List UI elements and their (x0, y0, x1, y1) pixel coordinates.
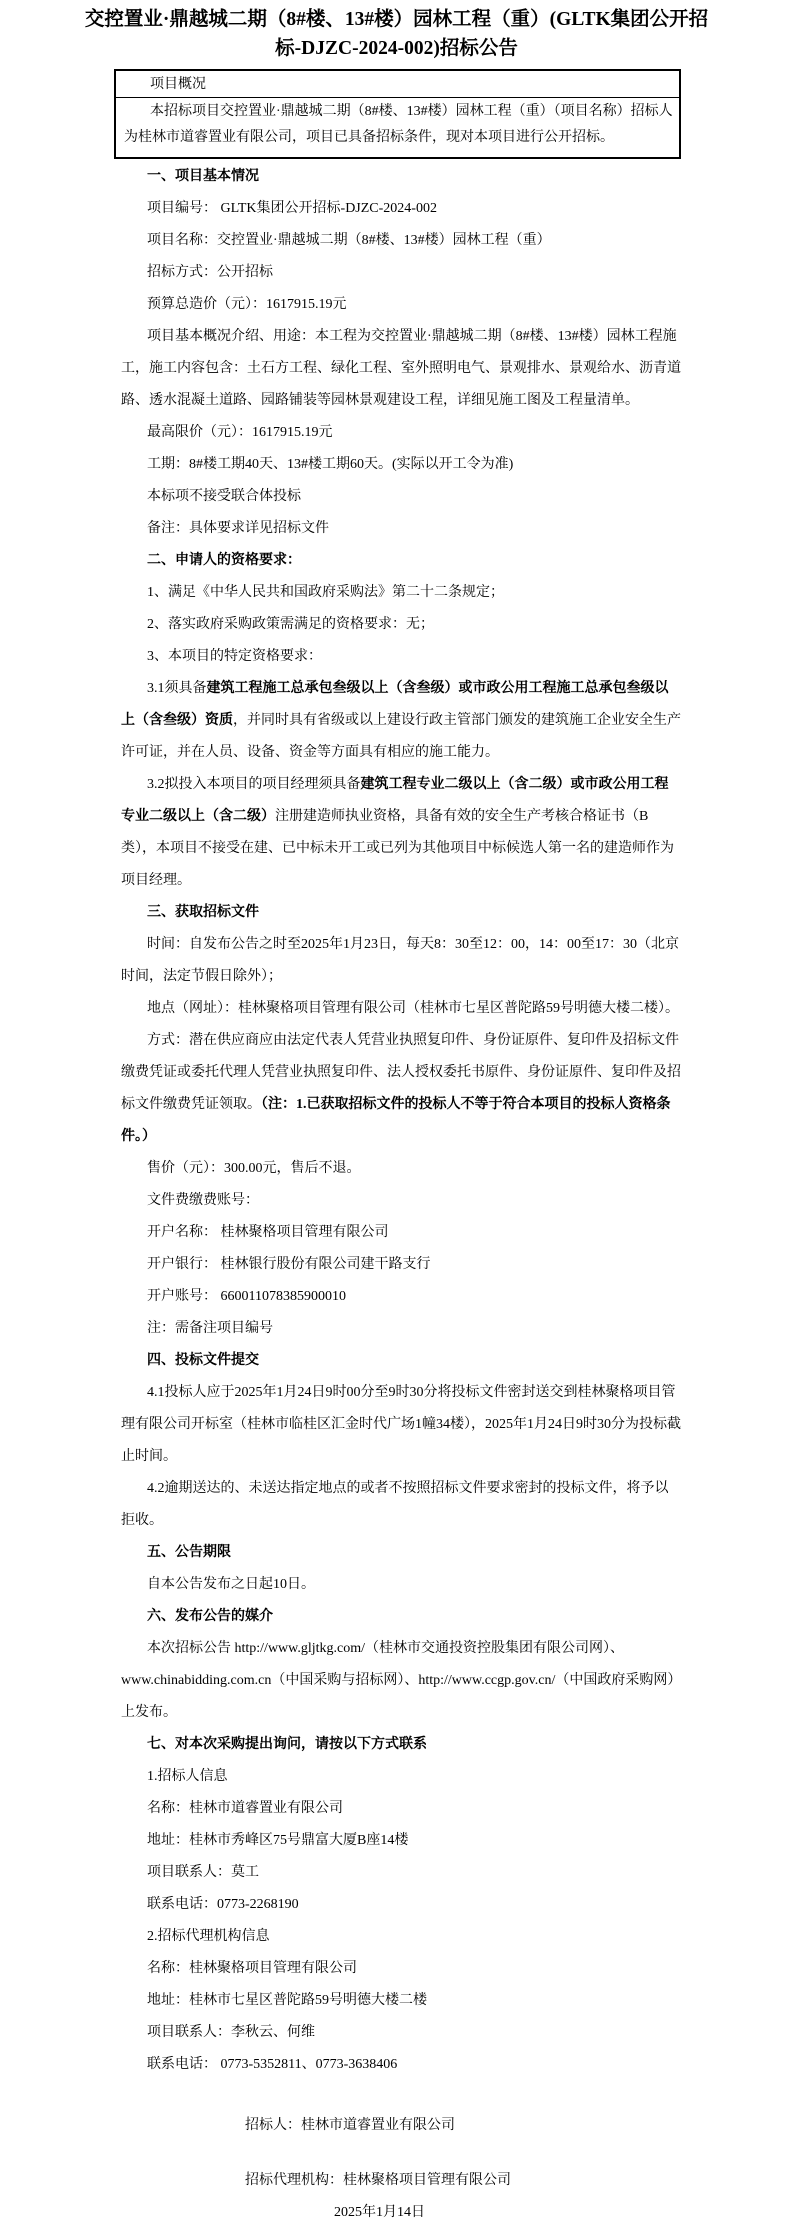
text-run: 预算总造价（元）：1617915.19元 (147, 297, 347, 312)
text-run: 方式：潜在供应商应由法定代表人凭营业执照复印件、身份证原件、复印件及招标文件缴费凭证或委托代理人凭营业执照复印件、法人授权委托书原件、身份证原件、复印件及招标文件缴费凭证领取。 (121, 1033, 681, 1112)
paragraph (121, 929, 681, 993)
section-heading (121, 1729, 681, 1761)
text-run: 3、本项目的特定资格要求： (147, 649, 322, 664)
text-run: 联系电话： 0773-5352811、0773-3638406 (147, 2057, 398, 2072)
paragraph-list (121, 161, 681, 2081)
paragraph (121, 1185, 681, 1217)
text-run: 工期：8#楼工期40天、13#楼工期60天。(实际以开工令为准) (147, 457, 514, 472)
paragraph (121, 1217, 681, 1249)
section-heading (121, 1601, 681, 1633)
section-heading (121, 161, 681, 193)
paragraph (121, 1313, 681, 1345)
project-overview-table (114, 69, 681, 159)
text-run: 4.1投标人应于2025年1月24日9时00分至9时30分将投标文件密封送交到桂林聚格项目管理有限公司开标室（桂林市临桂区汇金时代广场1幢34楼），2025年1月24日9时30分为投标截止时间。 (121, 1385, 681, 1464)
paragraph (121, 1889, 681, 1921)
paragraph (121, 1633, 681, 1729)
paragraph (121, 673, 681, 769)
paragraph (121, 1761, 681, 1793)
paragraph (121, 1249, 681, 1281)
text-run: 开户名称： 桂林聚格项目管理有限公司 (147, 1225, 389, 1240)
paragraph (121, 1857, 681, 1889)
text-run: 注册建造师执业资格，具备有效的安全生产考核合格证书（B类），本项目不接受在建、已中标未开工或已列为其他项目中标候选人第一名的建造师作为项目经理。 (121, 809, 674, 888)
paragraph (121, 1281, 681, 1313)
paragraph (121, 1953, 681, 1985)
paragraph (121, 577, 681, 609)
text-run: 注：需备注项目编号 (147, 1321, 273, 1336)
text-run: 本标项不接受联合体投标 (147, 489, 301, 504)
bold-text-run: （注：1.已获取招标文件的投标人不等于符合本项目的投标人资格条件。） (121, 1097, 671, 1144)
section-heading (121, 897, 681, 929)
section-heading (121, 545, 681, 577)
text-run: 售价（元）：300.00元，售后不退。 (147, 1161, 361, 1176)
text-run: 二、申请人的资格要求： (147, 553, 301, 568)
paragraph (121, 417, 681, 449)
text-run: 自本公告发布之日起10日。 (147, 1577, 315, 1592)
paragraph (121, 993, 681, 1025)
text-run: 地址：桂林市七星区普陀路59号明德大楼二楼 (147, 1993, 427, 2008)
project-overview-text: 本招标项目交控置业·鼎越城二期（8#楼、13#楼）园林工程（重）（项目名称）招标人为桂林市道睿置业有限公司，项目已具备招标条件，现对本项目进行公开招标。 (124, 104, 673, 145)
paragraph (121, 449, 681, 481)
text-run: 1.招标人信息 (147, 1769, 228, 1784)
text-run: 四、投标文件提交 (147, 1353, 259, 1368)
paragraph (121, 609, 681, 641)
paragraph (121, 1825, 681, 1857)
text-run: 开户账号： 660011078385900010 (147, 1289, 346, 1304)
text-run: 五、公告期限 (147, 1545, 231, 1560)
signature-block (121, 2110, 681, 2229)
paragraph (121, 2049, 681, 2081)
text-run: ，并同时具有省级或以上建设行政主管部门颁发的建筑施工企业安全生产许可证，并在人员、设备、资金等方面具有相应的施工能力。 (121, 713, 681, 760)
text-run: 开户银行： 桂林银行股份有限公司建干路支行 (147, 1257, 431, 1272)
section-heading (121, 1537, 681, 1569)
paragraph (121, 1377, 681, 1473)
paragraph (121, 1985, 681, 2017)
signature-bidder: 招标人：桂林市道睿置业有限公司 (245, 2118, 455, 2133)
paragraph (121, 257, 681, 289)
document-body (0, 63, 793, 2229)
text-run: 3.2拟投入本项目的项目经理须具备 (147, 777, 361, 792)
bold-text-run: 建筑工程专业二级以上（含二级）或市政公用工程专业二级以上（含二级） (121, 777, 669, 824)
text-run: 地址：桂林市秀峰区75号鼎富大厦B座14楼 (147, 1833, 409, 1848)
text-run: 文件费缴费账号： (147, 1193, 259, 1208)
paragraph (121, 289, 681, 321)
text-run: 招标方式：公开招标 (147, 265, 273, 280)
text-run: 最高限价（元）：1617915.19元 (147, 425, 333, 440)
text-run: 4.2逾期送达的、未送达指定地点的或者不按照招标文件要求密封的投标文件，将予以拒收。 (121, 1481, 669, 1528)
text-run: 时间：自发布公告之时至2025年1月23日，每天8：30至12：00，14：00至17：30（北京时间，法定节假日除外）； (121, 937, 679, 984)
text-run: 三、获取招标文件 (147, 905, 259, 920)
paragraph (121, 1153, 681, 1185)
text-run: 联系电话：0773-2268190 (147, 1897, 299, 1912)
section-heading (121, 1345, 681, 1377)
text-run: 名称：桂林市道睿置业有限公司 (147, 1801, 343, 1816)
text-run: 项目联系人：莫工 (147, 1865, 259, 1880)
text-run: 2.招标代理机构信息 (147, 1929, 270, 1944)
paragraph (121, 1473, 681, 1537)
signature-agency: 招标代理机构：桂林聚格项目管理有限公司 (245, 2173, 511, 2188)
text-run: 六、发布公告的媒介 (147, 1609, 273, 1624)
paragraph (121, 193, 681, 225)
text-run: 项目编号： GLTK集团公开招标-DJZC-2024-002 (147, 201, 437, 216)
text-run: 项目联系人：李秋云、何维 (147, 2025, 315, 2040)
project-overview-header: 项目概况 (116, 71, 679, 98)
paragraph (121, 769, 681, 897)
document-title: 交控置业·鼎越城二期（8#楼、13#楼）园林工程（重）(GLTK集团公开招标-DJZC-2024-002)招标公告 (84, 9, 709, 59)
text-run: 2、落实政府采购政策需满足的资格要求：无； (147, 617, 434, 632)
paragraph (121, 513, 681, 545)
text-run: 项目名称：交控置业·鼎越城二期（8#楼、13#楼）园林工程（重） (147, 233, 551, 248)
paragraph (121, 1025, 681, 1153)
text-run: 备注：具体要求详见招标文件 (147, 521, 329, 536)
paragraph (121, 481, 681, 513)
text-run: 地点（网址）：桂林聚格项目管理有限公司（桂林市七星区普陀路59号明德大楼二楼）。 (147, 1001, 679, 1016)
paragraph (121, 225, 681, 257)
paragraph (121, 1569, 681, 1601)
text-run: 名称：桂林聚格项目管理有限公司 (147, 1961, 357, 1976)
paragraph (121, 321, 681, 417)
paragraph (121, 2017, 681, 2049)
text-run: 本次招标公告 http://www.gljtkg.com/（桂林市交通投资控股集团有限公司网）、www.chinabidding.com.cn（中国采购与招标网）、http://www.ccgp.gov.cn/（中国政府采购网）上发布。 (121, 1641, 675, 1720)
text-run: 1、满足《中华人民共和国政府采购法》第二十二条规定； (147, 585, 504, 600)
paragraph (121, 1793, 681, 1825)
text-run: 一、项目基本情况 (147, 169, 259, 184)
text-run: 3.1须具备 (147, 681, 207, 696)
text-run: 项目基本概况介绍、用途：本工程为交控置业·鼎越城二期（8#楼、13#楼）园林工程施工，施工内容包含：土石方工程、绿化工程、室外照明电气、景观排水、景观给水、沥青道路、透水混凝土道路、园路铺装等园林景观建设工程，详细见施工图及工程量清单。 (121, 329, 681, 408)
signature-date: 2025年1月14日 (334, 2205, 425, 2220)
text-run: 七、对本次采购提出询问，请按以下方式联系 (147, 1737, 427, 1752)
bold-text-run: 建筑工程施工总承包叁级以上（含叁级）或市政公用工程施工总承包叁级以上（含叁级）资质 (121, 681, 669, 728)
paragraph (121, 641, 681, 673)
paragraph (121, 1921, 681, 1953)
